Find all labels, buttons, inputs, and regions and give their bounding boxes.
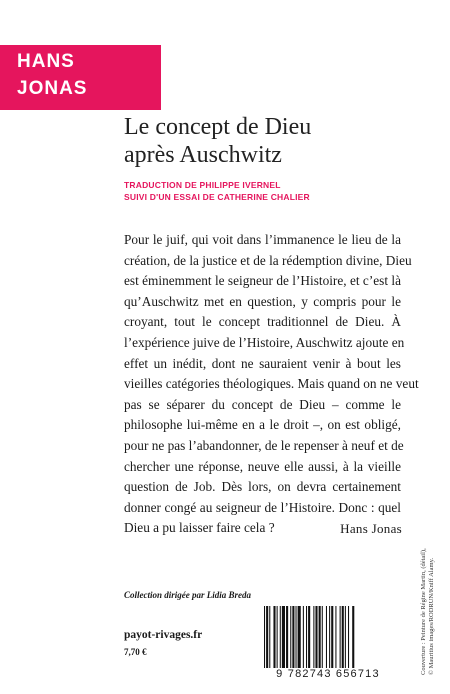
price: 7,70 € — [124, 647, 147, 657]
author-banner — [0, 45, 161, 110]
blurb-line: question de Job. Dès lors, on devra certainement — [124, 479, 401, 495]
blurb-line: effet un inédit, dont ne sauraient venir à bout les — [124, 355, 401, 371]
author-first-name: HANS — [17, 51, 75, 72]
blurb-line: pas se séparer du concept de Dieu – comme le — [124, 396, 401, 412]
book-title-line-1: Le concept de Dieu — [124, 114, 312, 140]
blurb-line: qu’Auschwitz met en question, y compris pour le — [124, 293, 401, 309]
isbn-barcode-icon — [262, 606, 394, 668]
blurb-line: Dieu a pu laisser faire cela ? — [124, 520, 275, 536]
isbn-number: 9 782743 656713 — [276, 668, 380, 680]
collection-editor: Collection dirigée par Lidia Breda — [124, 590, 251, 600]
blurb-line: chercher une réponse, neuve elle aussi, à la vieille — [124, 458, 401, 474]
translation-credit: TRADUCTION DE PHILIPPE IVERNEL — [124, 180, 281, 190]
blurb-line: Pour le juif, qui voit dans l’immanence le lieu de la — [124, 232, 401, 247]
publisher-website: payot-rivages.fr — [124, 629, 203, 641]
blurb-line: l’expérience juive de l’Histoire, Auschwitz ajoute en — [124, 334, 405, 350]
blurb-line: pour ne pas l’abandonner, de le repenser à neuf et de — [124, 437, 404, 453]
cover-credit-line-1: Couverture : Peinture de Régine Martin, (détail), — [420, 548, 427, 675]
blurb-line: philosophe lui-même en a le droit –, on est obligé, — [124, 417, 401, 433]
cover-credit-line-2: © Mauritius images/RODRUN/Kniff Alamy. — [428, 557, 435, 675]
blurb-line: création, de la justice et de la rédemption divine, Dieu — [124, 252, 412, 268]
author-last-name: JONAS — [17, 78, 88, 99]
blurb-line: est éminemment le seigneur de l’Histoire, et c’est là — [124, 273, 401, 289]
blurb-line: croyant, tout le concept traditionnel de Dieu. À — [124, 314, 401, 330]
blurb-line: donner congé au seigneur de l’Histoire. Donc : quel — [124, 499, 401, 515]
cover-credit — [420, 475, 436, 675]
author-signature: Hans Jonas — [340, 521, 402, 536]
blurb-line: vieilles catégories théologiques. Mais quand on ne veut — [124, 376, 419, 392]
back-cover-blurb — [124, 230, 419, 539]
essay-credit: SUIVI D'UN ESSAI DE CATHERINE CHALIER — [124, 192, 310, 202]
book-title-line-2: après Auschwitz — [124, 142, 282, 168]
